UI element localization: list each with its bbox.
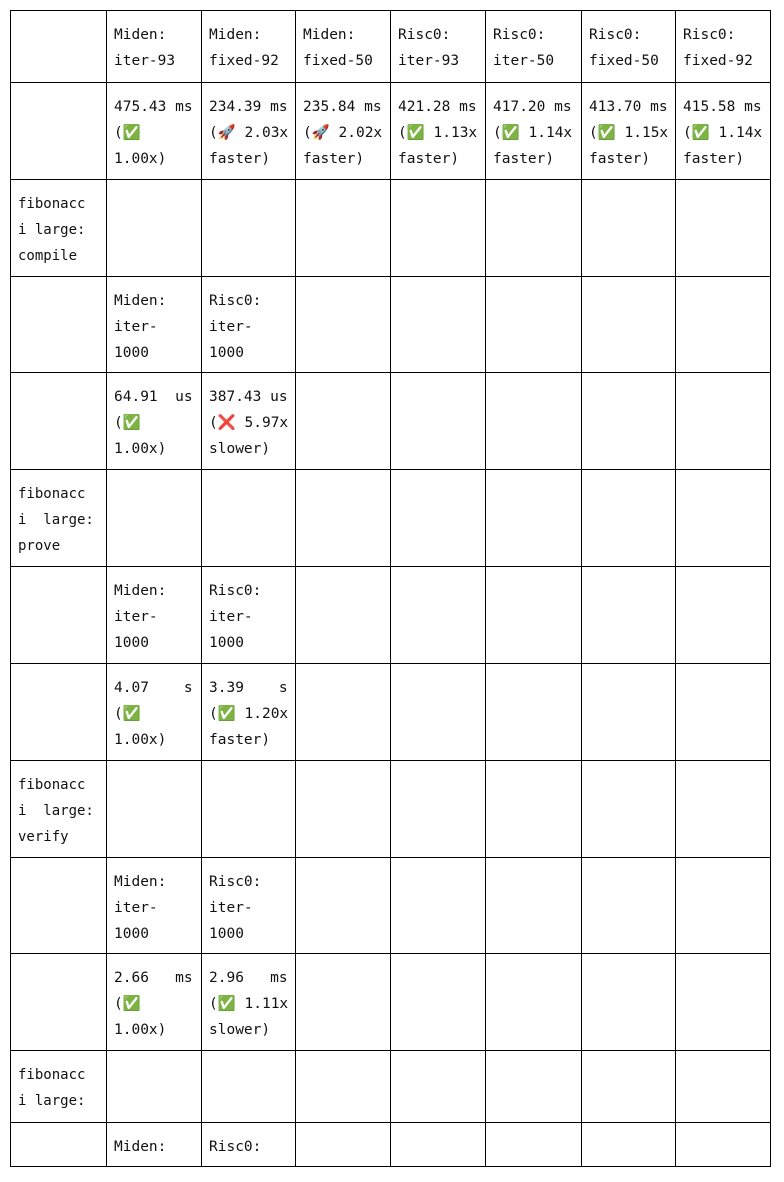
- table-cell: [676, 664, 771, 761]
- table-cell: Miden: iter- 1000: [107, 858, 202, 954]
- table-cell: [107, 470, 202, 567]
- table-cell: [391, 1123, 486, 1167]
- table-cell: [486, 373, 582, 470]
- table-cell: 415.58 ms (✅ 1.14x faster): [676, 83, 771, 180]
- table-row: [11, 11, 771, 83]
- table-cell: [486, 277, 582, 373]
- table-cell: [202, 1051, 296, 1123]
- table-cell: [582, 373, 676, 470]
- table-cell: [296, 761, 391, 858]
- benchmark-table: [10, 10, 771, 1167]
- table-cell: [296, 180, 391, 277]
- table-cell: [582, 180, 676, 277]
- table-cell: [296, 470, 391, 567]
- table-cell: [582, 1123, 676, 1167]
- table-cell: [391, 664, 486, 761]
- table-cell: [11, 83, 107, 180]
- table-row: [11, 277, 771, 373]
- table-cell: [486, 1123, 582, 1167]
- table-cell: 417.20 ms (✅ 1.14x faster): [486, 83, 582, 180]
- table-cell: 2.96 ms (✅ 1.11x slower): [202, 954, 296, 1051]
- table-cell: [676, 1123, 771, 1167]
- table-cell: Miden: fixed-92: [202, 11, 296, 83]
- table-cell: [486, 664, 582, 761]
- table-row: [11, 180, 771, 277]
- table-cell: [391, 761, 486, 858]
- table-cell: [296, 277, 391, 373]
- table-cell: Risc0: iter- 1000: [202, 567, 296, 664]
- table-cell: Miden:: [107, 1123, 202, 1167]
- table-row: [11, 470, 771, 567]
- table-cell: [296, 664, 391, 761]
- table-cell: 3.39 s (✅ 1.20x faster): [202, 664, 296, 761]
- table-cell: [582, 277, 676, 373]
- table-cell: [582, 954, 676, 1051]
- table-cell: [391, 954, 486, 1051]
- table-cell: fibonacc i large: compile: [11, 180, 107, 277]
- table-cell: [391, 180, 486, 277]
- table-cell: Risc0: iter-93: [391, 11, 486, 83]
- table-cell: [11, 664, 107, 761]
- table-cell: [582, 470, 676, 567]
- table-cell: Risc0: iter- 1000: [202, 277, 296, 373]
- table-cell: Risc0: iter-50: [486, 11, 582, 83]
- table-cell: 475.43 ms (✅ 1.00x): [107, 83, 202, 180]
- table-cell: [391, 858, 486, 954]
- table-cell: [676, 277, 771, 373]
- table-row: [11, 761, 771, 858]
- table-row: [11, 858, 771, 954]
- table-cell: [202, 470, 296, 567]
- table-cell: 2.66 ms (✅ 1.00x): [107, 954, 202, 1051]
- table-cell: 4.07 s (✅ 1.00x): [107, 664, 202, 761]
- table-cell: 64.91 us (✅ 1.00x): [107, 373, 202, 470]
- table-cell: 413.70 ms (✅ 1.15x faster): [582, 83, 676, 180]
- table-cell: [676, 373, 771, 470]
- table-cell: [676, 761, 771, 858]
- table-cell: [486, 954, 582, 1051]
- table-cell: Risc0:: [202, 1123, 296, 1167]
- table-cell: [11, 11, 107, 83]
- table-cell: 234.39 ms (🚀 2.03x faster): [202, 83, 296, 180]
- table-cell: [676, 1051, 771, 1123]
- table-cell: [296, 858, 391, 954]
- table-cell: [107, 1051, 202, 1123]
- table-cell: [11, 373, 107, 470]
- table-cell: [676, 470, 771, 567]
- table-row: [11, 567, 771, 664]
- table-cell: [391, 470, 486, 567]
- table-cell: [11, 858, 107, 954]
- table-cell: [296, 1051, 391, 1123]
- table-cell: [391, 1051, 486, 1123]
- table-cell: [676, 180, 771, 277]
- table-cell: [391, 277, 486, 373]
- table-cell: [11, 567, 107, 664]
- table-cell: [582, 567, 676, 664]
- table-cell: Risc0: fixed-50: [582, 11, 676, 83]
- table-row: [11, 83, 771, 180]
- table-cell: [486, 567, 582, 664]
- table-cell: [486, 858, 582, 954]
- table-cell: [11, 954, 107, 1051]
- table-cell: fibonacc i large:: [11, 1051, 107, 1123]
- table-cell: Risc0: fixed-92: [676, 11, 771, 83]
- table-cell: [582, 1051, 676, 1123]
- table-cell: Miden: iter- 1000: [107, 567, 202, 664]
- table-cell: [582, 664, 676, 761]
- table-cell: [391, 567, 486, 664]
- table-row: [11, 664, 771, 761]
- table-row: [11, 373, 771, 470]
- table-cell: [296, 954, 391, 1051]
- table-cell: 235.84 ms (🚀 2.02x faster): [296, 83, 391, 180]
- table-cell: Miden: iter-93: [107, 11, 202, 83]
- table-cell: [582, 761, 676, 858]
- table-cell: Risc0: iter- 1000: [202, 858, 296, 954]
- table-cell: [11, 277, 107, 373]
- table-cell: Miden: iter- 1000: [107, 277, 202, 373]
- table-cell: 421.28 ms (✅ 1.13x faster): [391, 83, 486, 180]
- table-row: [11, 1051, 771, 1123]
- table-cell: [486, 1051, 582, 1123]
- table-cell: [202, 180, 296, 277]
- table-cell: 387.43 us (❌ 5.97x slower): [202, 373, 296, 470]
- table-cell: [486, 470, 582, 567]
- table-cell: [107, 180, 202, 277]
- table-cell: Miden: fixed-50: [296, 11, 391, 83]
- table-cell: [296, 373, 391, 470]
- table-cell: [107, 761, 202, 858]
- table-row: [11, 954, 771, 1051]
- table-row: [11, 1123, 771, 1167]
- table-cell: [11, 1123, 107, 1167]
- table-cell: [296, 567, 391, 664]
- table-cell: [582, 858, 676, 954]
- table-cell: [676, 567, 771, 664]
- table-cell: fibonacc i large: prove: [11, 470, 107, 567]
- table-cell: [486, 761, 582, 858]
- table-cell: [676, 858, 771, 954]
- table-cell: [676, 954, 771, 1051]
- table-cell: [202, 761, 296, 858]
- table-cell: [391, 373, 486, 470]
- table-cell: [296, 1123, 391, 1167]
- table-cell: [486, 180, 582, 277]
- table-cell: fibonacc i large: verify: [11, 761, 107, 858]
